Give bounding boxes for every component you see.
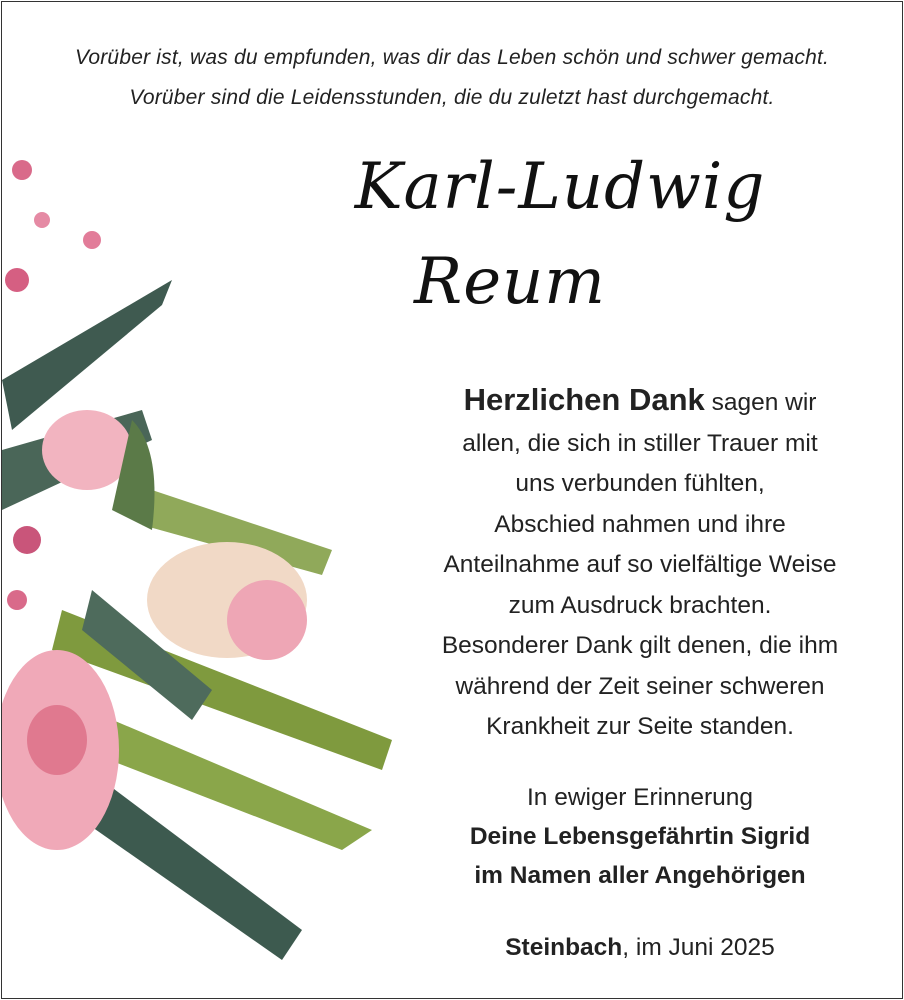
place-date-text: , im Juni 2025 [622,934,775,961]
message-line: Krankheit zur Seite standen. [486,713,794,740]
deceased-first-name: Karl-Ludwig [354,150,766,224]
signature-line-1: Deine Lebensgefährtin Sigrid [469,823,811,850]
flower-arrangement-image [2,130,402,970]
message-line: Besonderer Dank gilt denen, die ihm [441,632,839,659]
deceased-last-name: Reum [414,245,606,319]
message-line: Anteilnahme auf so vielfältige Weise [443,551,837,578]
message-line: Abschied nahmen und ihre [494,510,786,538]
signature-intro: In ewiger Erinnerung [526,784,754,811]
message-line: sagen wir [711,389,817,416]
message-line: während der Zeit seiner schweren [455,672,825,700]
message-first-line [390,380,890,424]
place-date [390,928,890,967]
verse-line-2: Vorüber sind die Leidensstunden, die du zuletzt hast durchgemacht. [129,86,775,109]
message-lead: Herzlichen Dank [463,382,705,417]
place-town: Steinbach [505,934,623,961]
message-line: allen, die sich in stiller Trauer mit [462,429,818,457]
signature-line-2: im Namen aller Angehörigen [474,862,806,889]
message-line: zum Ausdruck brachten. [508,591,772,619]
thank-you-message [390,380,890,748]
verse-line-1: Vorüber ist, was du empfunden, was dir das Leben schön und schwer gemacht. [74,46,830,69]
signature-block [390,778,890,895]
message-line: uns verbunden fühlten, [515,470,765,497]
